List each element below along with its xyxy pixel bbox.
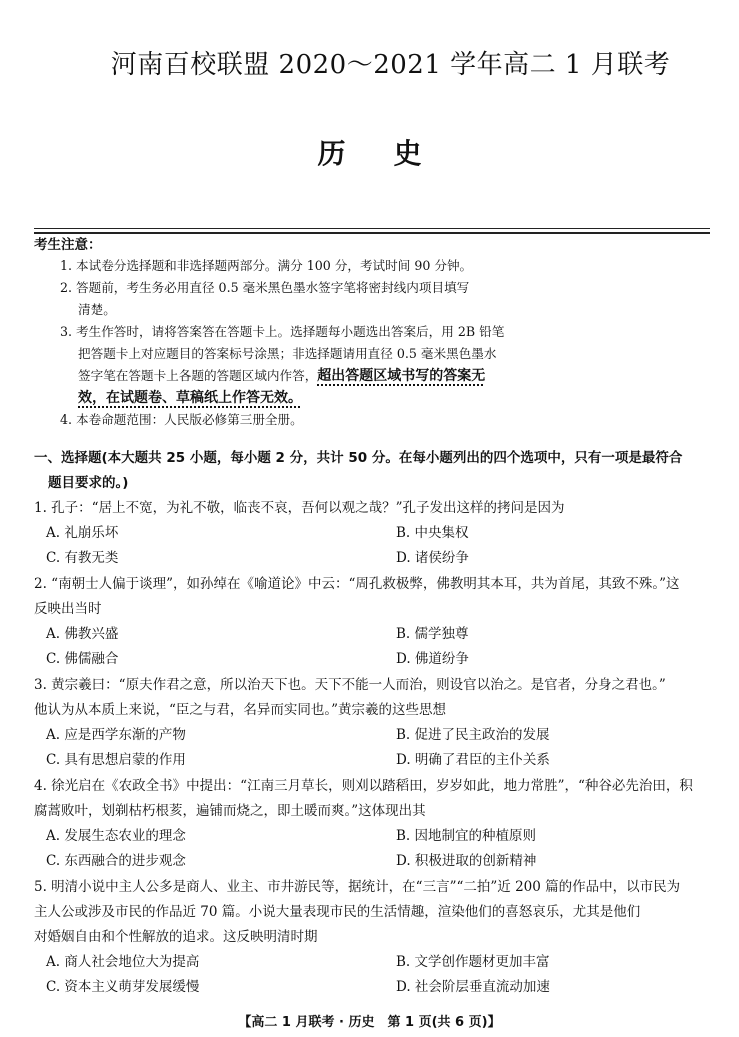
answer-option: D. 诸侯纷争: [396, 550, 469, 566]
question-stem: 反映出当时: [34, 601, 102, 617]
exam-title: 河南百校联盟 2020～2021 学年高二 1 月联考: [110, 50, 671, 80]
notice-item: 把答题卡上对应题目的答案标号涂黑；非选择题请用直径 0.5 毫米黑色墨水: [78, 346, 497, 361]
answer-option: B. 文学创作题材更加丰富: [396, 954, 550, 970]
question-stem: 4. 徐光启在《农政全书》中提出：“江南三月草长，则刈以踏稻田，岁岁如此，地力常胜”，“种谷必先治田，积: [34, 778, 693, 794]
answer-option: B. 儒学独尊: [396, 626, 469, 642]
answer-options: [34, 622, 714, 672]
answer-option: A. 发展生态农业的理念: [46, 828, 186, 844]
question-stem: 1. 孔子：“居上不宽，为礼不敬，临丧不哀，吾何以观之哉？”孔子发出这样的拷问是因为: [34, 500, 565, 516]
question-stem: 5. 明清小说中主人公多是商人、业主、市井游民等，据统计，在“三言”“二拍”近 200 篇的作品中，以市民为: [34, 879, 681, 895]
question-stem: 2. “南朝士人偏于谈理”，如孙绰在《喻道论》中云：“周孔救极弊，佛教明其本耳，共为首尾，其致不殊。”这: [34, 576, 680, 592]
answer-options: [34, 824, 714, 874]
answer-option: D. 佛道纷争: [396, 651, 469, 667]
answer-option: A. 佛教兴盛: [46, 626, 119, 642]
question-stem: 腐蒿败叶，划剃枯朽根荄，遍铺而烧之，即土暖而爽。”这体现出其: [34, 803, 426, 819]
answer-option: C. 东西融合的进步观念: [46, 853, 186, 869]
notice-text: 签字笔在答题卡上各题的答题区域内作答，: [78, 368, 318, 383]
section-heading-line: 题目要求的。): [48, 475, 129, 491]
notice-item: [34, 365, 594, 387]
section-heading: [34, 446, 714, 496]
question-list: [34, 496, 714, 1001]
answer-option: B. 促进了民主政治的发展: [396, 727, 550, 743]
question-item: [34, 572, 714, 672]
emphasized-text: 超出答题区域书写的答案无: [317, 368, 486, 384]
notice-item: 4. 本卷命题范围：人民版必修第三册全册。: [60, 412, 303, 427]
section-heading-line: 一、选择题(本大题共 25 小题，每小题 2 分，共计 50 分。在每小题列出的四个选项中，只有一项是最符合: [34, 450, 683, 466]
question-stem: 主人公或涉及市民的作品近 70 篇。小说大量表现市民的生活情趣，渲染他们的喜怒哀乐，尤其是他们: [34, 904, 641, 920]
answer-options: [34, 521, 714, 571]
question-stem: 3. 黄宗羲曰：“原夫作君之意，所以治天下也。天下不能一人而治，则设官以治之。是官者，分身之君也。”: [34, 677, 666, 693]
emphasized-text: 效，在试题卷、草稿纸上作答无效。: [78, 390, 302, 406]
question-stem: 对婚姻自由和个性解放的追求。这反映明清时期: [34, 929, 318, 945]
answer-option: C. 具有思想启蒙的作用: [46, 752, 186, 768]
subject-char: 历: [317, 137, 346, 170]
answer-option: B. 中央集权: [396, 525, 469, 541]
answer-options: [34, 950, 714, 1000]
notice-item: 2. 答题前，考生务必用直径 0.5 毫米黑色墨水签字笔将密封线内项目填写: [60, 280, 470, 295]
answer-option: B. 因地制宜的种植原则: [396, 828, 537, 844]
answer-option: D. 明确了君臣的主仆关系: [396, 752, 550, 768]
answer-option: A. 应是西学东渐的产物: [46, 727, 186, 743]
answer-option: C. 有教无类: [46, 550, 119, 566]
answer-options: [34, 723, 714, 773]
notice-title: 考生注意：: [34, 237, 102, 253]
notice-item: [34, 387, 594, 409]
question-item: [34, 875, 714, 1000]
subject-title: [0, 132, 739, 172]
notice-item: 清楚。: [78, 302, 116, 317]
answer-option: D. 积极进取的创新精神: [396, 853, 537, 869]
notice-item: 3. 考生作答时，请将答案答在答题卡上。选择题每小题选出答案后，用 2B 铅笔: [60, 324, 505, 339]
answer-option: C. 佛儒融合: [46, 651, 119, 667]
answer-option: A. 商人社会地位大为提高: [46, 954, 200, 970]
divider-line: [34, 232, 710, 234]
candidate-notice: [34, 235, 594, 431]
page-footer: 【高二 1 月联考 · 历史 第 1 页(共 6 页)】: [238, 1015, 501, 1030]
answer-option: C. 资本主义萌芽发展缓慢: [46, 979, 200, 995]
divider-line: [34, 228, 710, 229]
question-item: [34, 673, 714, 773]
question-item: [34, 774, 714, 874]
notice-item: 1. 本试卷分选择题和非选择题两部分。满分 100 分，考试时间 90 分钟。: [60, 258, 473, 273]
subject-char: 史: [393, 137, 422, 170]
question-stem: 他认为从本质上来说，“臣之与君，名异而实同也。”黄宗羲的这些思想: [34, 702, 447, 718]
question-item: [34, 496, 714, 571]
answer-option: D. 社会阶层垂直流动加速: [396, 979, 550, 995]
answer-option: A. 礼崩乐坏: [46, 525, 119, 541]
